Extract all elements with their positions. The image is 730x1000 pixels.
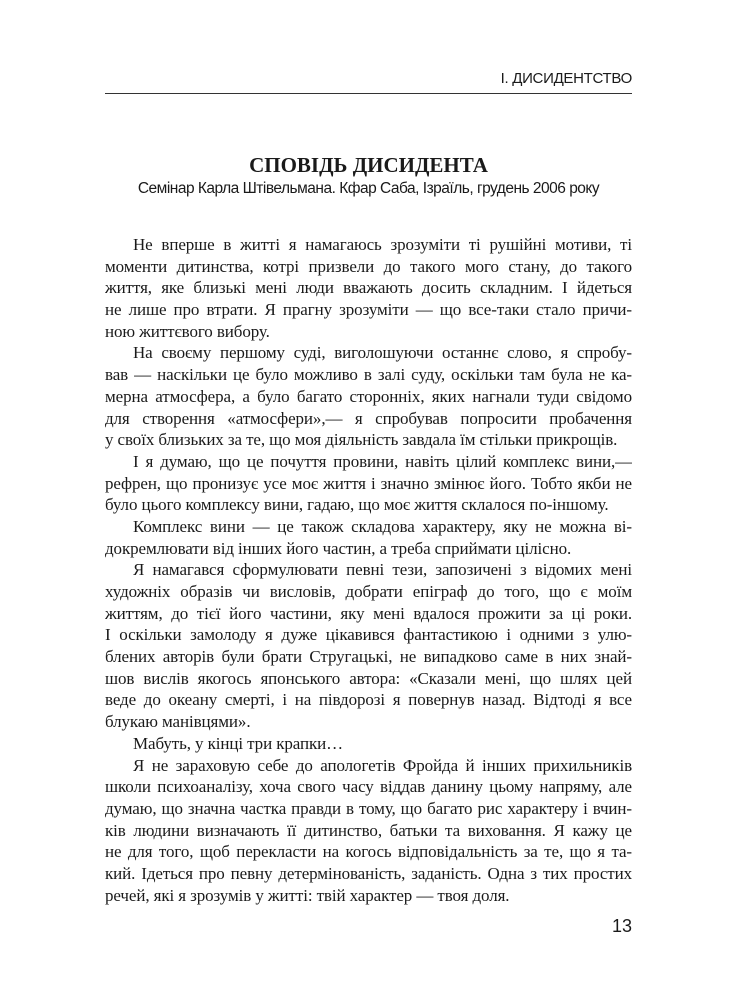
text-line: у своїх близьких за те, що моя діяльність завдала їм стільки прикрощів.	[105, 430, 618, 450]
text-line: ною життєвого вибору.	[105, 321, 270, 341]
text-line: І оскільки замолоду я дуже цікавився фантастикою і одними з улю-	[105, 625, 632, 645]
text-line: мерна атмосфера, а було багато сторонніх, яких нагнали туди свідомо	[105, 386, 632, 406]
header-rule	[105, 93, 632, 94]
text-line: На своєму першому суді, виголошуючи останнє слово, я спробу-	[133, 343, 632, 363]
text-line: вав — наскільки це було можливо в залі суду, оскільки там була не ка-	[105, 365, 632, 385]
text-line: ків людини визначають її дитинство, батьки та виховання. Я кажу це	[105, 820, 632, 840]
text-line: не для того, щоб перекласти на когось відповідальність за те, що я та-	[105, 842, 632, 862]
text-line: І я думаю, що це почуття провини, навіть цілий комплекс вини,—	[133, 451, 632, 471]
paragraph	[105, 559, 632, 733]
text-line: художніх образів чи висловів, добрати епіграф до того, що є моїм	[105, 582, 632, 601]
text-line: моменти дитинства, котрі призвели до такого мого стану, до такого	[105, 256, 632, 276]
text-line: Не вперше в житті я намагаюсь зрозуміти ті рушійні мотиви, ті	[133, 235, 632, 254]
text-line: не лише про втрати. Я прагну зрозуміти — що все-таки стало причи-	[105, 300, 632, 320]
text-line: докремлювати від інших його частин, а треба сприймати цілісно.	[105, 538, 572, 558]
text-line: Я намагався сформулювати певні тези, запозичені з відомих мені	[133, 560, 632, 580]
paragraph	[105, 451, 632, 516]
paragraph	[105, 733, 632, 755]
text-line: Комплекс вини — це також складова характеру, яку не можна ві-	[133, 516, 632, 536]
text-line: думаю, що значна частка правди в тому, що багато рис характеру і вчин-	[105, 798, 632, 818]
text-line: шов вислів якогось японського автора: «Сказали мені, що шлях цей	[105, 668, 632, 688]
paragraph	[105, 234, 632, 342]
paragraph	[105, 755, 632, 907]
page-number: 13	[611, 916, 632, 936]
body-text	[105, 234, 632, 906]
chapter-subtitle: Семінар Карла Штівельмана. Кфар Саба, Ізраїль, грудень 2006 року	[137, 180, 600, 197]
text-line: для створення «атмосфери»,— я спробував попросити пробачення	[105, 408, 632, 428]
chapter-title: СПОВІДЬ ДИСИДЕНТА	[249, 153, 488, 177]
text-line: речей, які я зрозумів у житті: твій характер — твоя доля.	[105, 885, 510, 905]
text-line: веде до океану смерті, і на півдорозі я повернув назад. Відтоді я все	[105, 690, 632, 710]
paragraph	[105, 516, 632, 559]
paragraph	[105, 342, 632, 450]
text-line: блених авторів були брати Стругацькі, не випадково саме в них знай-	[105, 647, 632, 667]
text-line: школи психоаналізу, хоча свого часу віддав данину цьому напряму, але	[105, 777, 632, 797]
text-line: кий. Ідеться про певну детермінованість, заданість. Одна з тих простих	[105, 863, 632, 883]
text-line: блукаю манівцями».	[105, 712, 251, 732]
text-line: Мабуть, у кінці три крапки…	[133, 733, 344, 753]
text-line: було цього комплексу вини, гадаю, що моє життя склалося по-іншому.	[105, 495, 609, 515]
text-line: життям, до тієї його частини, яку мені вдалося прожити за ці роки.	[105, 603, 632, 623]
text-line: рефрен, що пронизує усе моє життя і значно змінює його. Тобто якби не	[105, 473, 632, 493]
text-line: життя, яке близькі мені люди вважають досить складним. І йдеться	[105, 278, 632, 298]
running-head: І. ДИСИДЕНТСТВО	[500, 70, 632, 87]
text-line: Я не зараховую себе до апологетів Фройда й інших прихильників	[133, 755, 632, 775]
